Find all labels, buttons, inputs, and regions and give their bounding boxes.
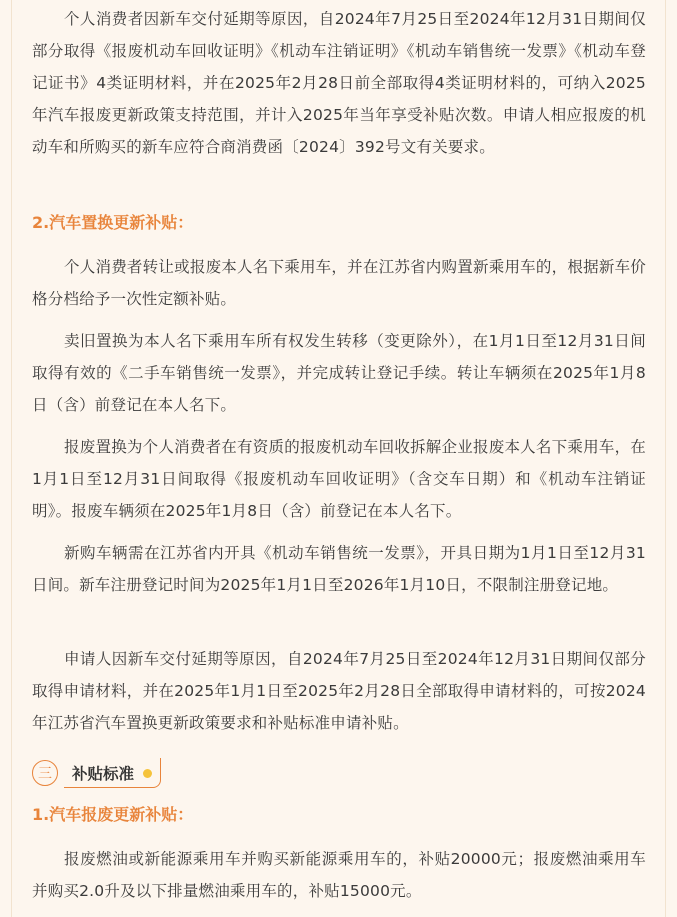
paragraph-replacement-intro: 个人消费者转让或报废本人名下乘用车，并在江苏省内购置新乘用车的，根据新车价格分档给予一次性定额补贴。 [32,258,646,308]
left-border [11,0,12,917]
section-number-badge: 三 [32,760,58,786]
paragraph-delay-scrappage: 个人消费者因新车交付延期等原因，自2024年7月25日至2024年12月31日期间仅部分取得《报废机动车回收证明》《机动车注销证明》《机动车销售统一发票》《机动车登记证书》4类证明材料，并在2025年2月28日前全部取得4类证明材料的，可纳入2025年汽车报废更新政策支持范围，并计入2025年当年享受补贴次数。申请人相应报废的机动车和所购买的新车应符合商消费函〔2024〕392号文有关要求。 [32,10,646,156]
right-border [665,0,666,917]
heading-replacement-subsidy: 2.汽车置换更新补贴： [32,213,194,232]
paragraph-sell-old-replacement: 卖旧置换为本人名下乘用车所有权发生转移（变更除外），在1月1日至12月31日间取得有效的《二手车销售统一发票》，并完成转让登记手续。转让车辆须在2025年1月8日（含）前登记在本人名下。 [32,332,646,414]
heading-scrappage-subsidy: 1.汽车报废更新补贴： [32,805,194,824]
section-title-box [64,758,161,788]
dot-icon [143,769,152,778]
section-header-subsidy-standard [32,756,161,790]
paragraph-scrappage-amounts: 报废燃油或新能源乘用车并购买新能源乘用车的，补贴20000元；报废燃油乘用车并购买2.0升及以下排量燃油乘用车的，补贴15000元。 [32,850,646,900]
paragraph-scrap-replacement: 报废置换为个人消费者在有资质的报废机动车回收拆解企业报废本人名下乘用车，在1月1日至12月31日间取得《报废机动车回收证明》（含交车日期）和《机动车注销证明》。报废车辆须在2025年1月8日（含）前登记在本人名下。 [32,438,647,520]
paragraph-new-vehicle: 新购车辆需在江苏省内开具《机动车销售统一发票》，开具日期为1月1日至12月31日间。新车注册登记时间为2025年1月1日至2026年1月10日，不限制注册登记地。 [32,544,646,594]
paragraph-delay-replacement: 申请人因新车交付延期等原因，自2024年7月25日至2024年12月31日期间仅部分取得申请材料，并在2025年1月1日至2025年2月28日全部取得申请材料的，可按2024年江苏省汽车置换更新政策要求和补贴标准申请补贴。 [32,650,646,732]
section-title: 补贴标准 [72,764,135,783]
